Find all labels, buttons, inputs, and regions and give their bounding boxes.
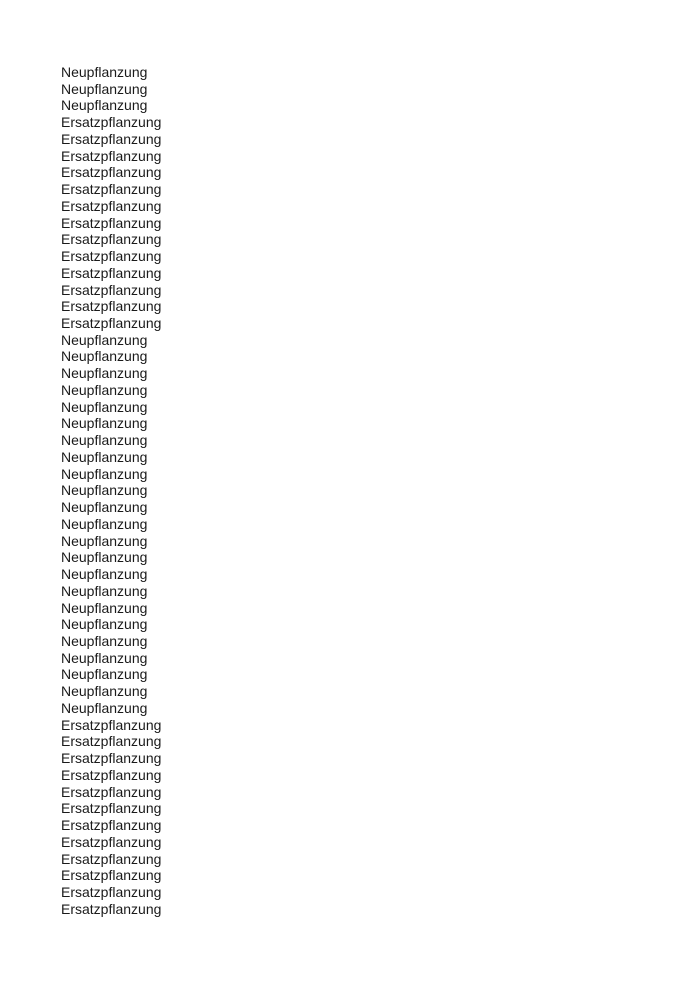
list-item: Neupflanzung [61, 532, 148, 549]
list-item: Ersatzpflanzung [61, 248, 162, 265]
list-item: Ersatzpflanzung [61, 716, 162, 733]
list-item: Ersatzpflanzung [61, 197, 162, 214]
list-item: Ersatzpflanzung [61, 281, 162, 298]
list-item: Neupflanzung [61, 381, 148, 398]
list-item: Ersatzpflanzung [61, 867, 162, 884]
list-item: Ersatzpflanzung [61, 164, 162, 181]
list-item: Neupflanzung [61, 398, 148, 415]
list-item: Ersatzpflanzung [61, 883, 162, 900]
list-item: Neupflanzung [61, 566, 148, 583]
list-item: Neupflanzung [61, 666, 148, 683]
list-item: Neupflanzung [61, 448, 148, 465]
list-item: Ersatzpflanzung [61, 733, 162, 750]
list-item: Neupflanzung [61, 549, 148, 566]
list-item: Neupflanzung [61, 331, 148, 348]
list-item: Neupflanzung [61, 432, 148, 449]
planting-type-list [61, 64, 161, 917]
list-item: Ersatzpflanzung [61, 800, 162, 817]
list-item: Ersatzpflanzung [61, 181, 162, 198]
list-item: Ersatzpflanzung [61, 114, 162, 131]
list-item: Ersatzpflanzung [61, 817, 162, 834]
list-item: Ersatzpflanzung [61, 900, 162, 917]
list-item: Ersatzpflanzung [61, 264, 162, 281]
list-item: Neupflanzung [61, 465, 148, 482]
list-item: Neupflanzung [61, 515, 148, 532]
list-item: Ersatzpflanzung [61, 231, 162, 248]
list-item: Neupflanzung [61, 649, 148, 666]
list-item: Neupflanzung [61, 616, 148, 633]
list-item: Neupflanzung [61, 97, 148, 114]
list-item: Ersatzpflanzung [61, 766, 162, 783]
list-item: Ersatzpflanzung [61, 850, 162, 867]
list-item: Neupflanzung [61, 683, 148, 700]
list-item: Neupflanzung [61, 482, 148, 499]
list-item: Neupflanzung [61, 582, 148, 599]
list-item: Neupflanzung [61, 348, 148, 365]
list-item: Neupflanzung [61, 365, 148, 382]
list-item: Ersatzpflanzung [61, 833, 162, 850]
list-item: Neupflanzung [61, 80, 148, 97]
list-item: Neupflanzung [61, 699, 148, 716]
list-item: Ersatzpflanzung [61, 298, 162, 315]
list-item: Neupflanzung [61, 64, 148, 80]
list-item: Ersatzpflanzung [61, 315, 162, 332]
list-item: Neupflanzung [61, 599, 148, 616]
list-item: Ersatzpflanzung [61, 147, 162, 164]
list-item: Neupflanzung [61, 415, 148, 432]
list-item: Ersatzpflanzung [61, 214, 162, 231]
list-item: Neupflanzung [61, 499, 148, 516]
list-item: Ersatzpflanzung [61, 130, 162, 147]
list-item: Ersatzpflanzung [61, 783, 162, 800]
list-item: Neupflanzung [61, 632, 148, 649]
list-item: Ersatzpflanzung [61, 750, 162, 767]
